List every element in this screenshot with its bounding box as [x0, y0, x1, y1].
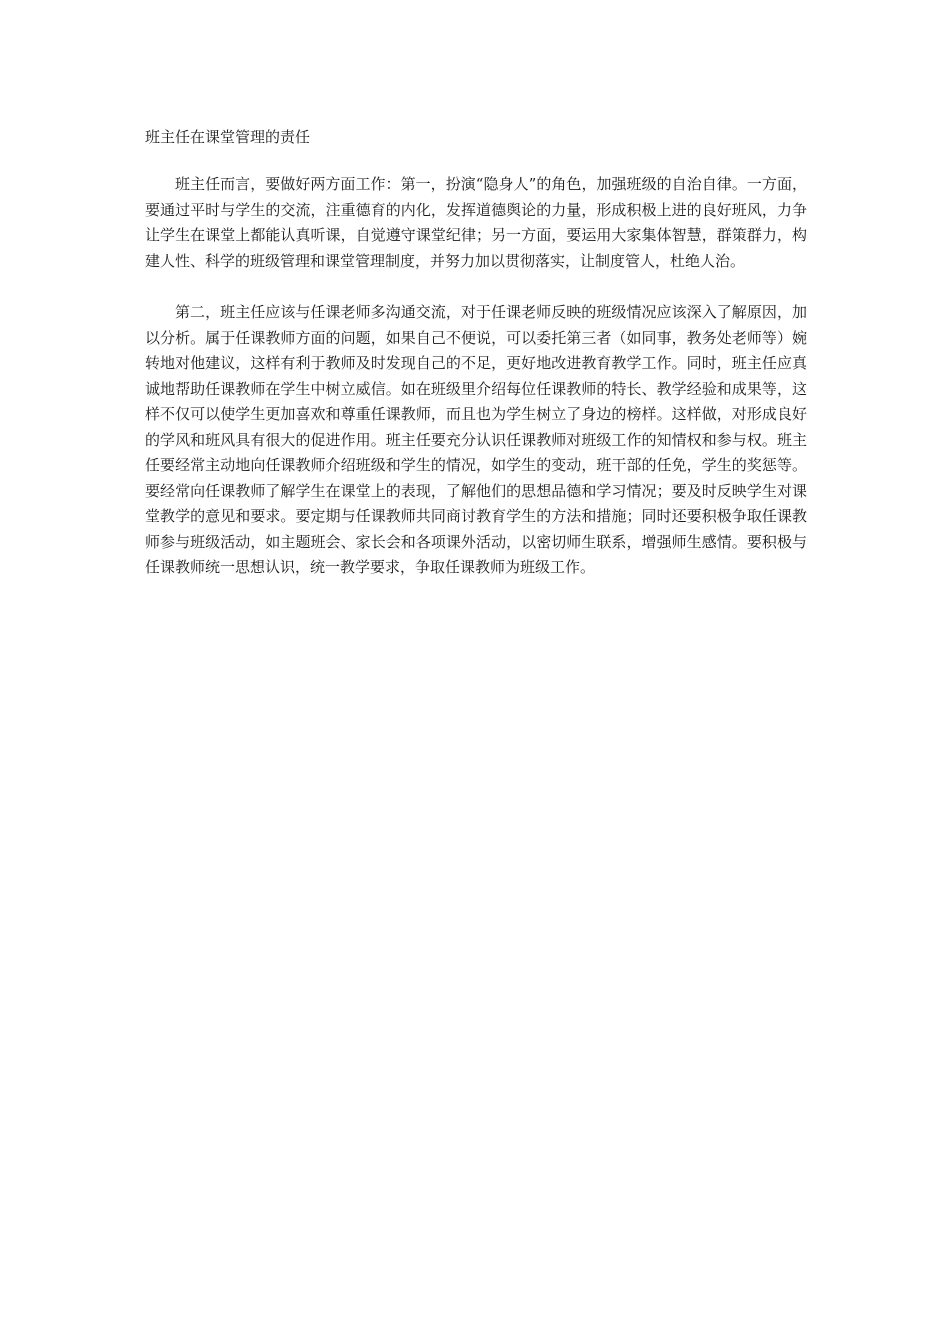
document-page: [145, 124, 807, 607]
paragraph-1: 班主任而言，要做好两方面工作：第一，扮演“隐身人”的角色，加强班级的自治自律。一方面，要通过平时与学生的交流，注重德育的内化，发挥道德舆论的力量，形成积极上进的良好班风，力争让学生在课堂上都能认真听课，自觉遵守课堂纪律；另一方面，要运用大家集体智慧，群策群力，构建人性、科学的班级管理和课堂管理制度，并努力加以贯彻落实，让制度管人，杜绝人治。: [145, 175, 807, 270]
document-title: 班主任在课堂管理的责任: [145, 128, 311, 146]
paragraph-2: 第二，班主任应该与任课老师多沟通交流，对于任课老师反映的班级情况应该深入了解原因，加以分析。属于任课教师方面的问题，如果自己不便说，可以委托第三者（如同事，教务处老师等）婉转地对他建议，这样有利于教师及时发现自己的不足，更好地改进教育教学工作。同时，班主任应真诚地帮助任课教师在学生中树立威信。如在班级里介绍每位任课教师的特长、教学经验和成果等，这样不仅可以使学生更加喜欢和尊重任课教师，而且也为学生树立了身边的榜样。这样做，对形成良好的学风和班风具有很大的促进作用。班主任要充分认识任课教师对班级工作的知情权和参与权。班主任要经常主动地向任课教师介绍班级和学生的情况，如学生的变动，班干部的任免，学生的奖惩等。要经常向任课教师了解学生在课堂上的表现，了解他们的思想品德和学习情况；要及时反映学生对课堂教学的意见和要求。要定期与任课教师共同商讨教育学生的方法和措施；同时还要积极争取任课教师参与班级活动，如主题班会、家长会和各项课外活动，以密切师生联系，增强师生感情。要积极与任课教师统一思想认识，统一教学要求，争取任课教师为班级工作。: [145, 303, 807, 576]
